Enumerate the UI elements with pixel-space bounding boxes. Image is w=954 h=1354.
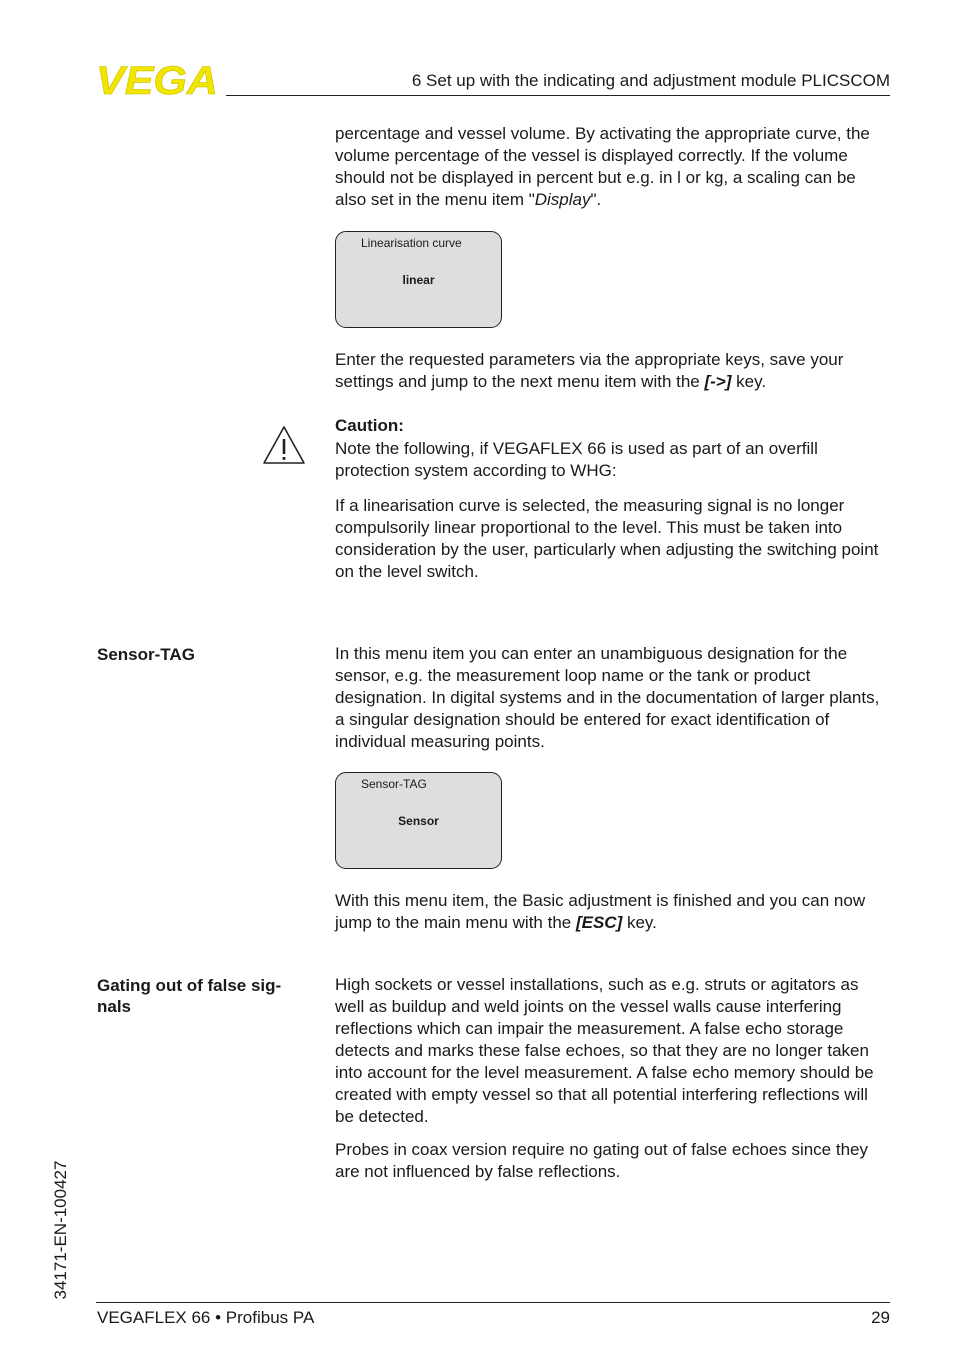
sensor-tag-paragraph: In this menu item you can enter an unambiguous designation for the sensor, e.g. the measurement loop name or the tank or product designation. In digital systems and in the documentation of larger plants, a singular designation should be entered for exact identification of individual measuring points. <box>335 644 880 751</box>
enter-parameters-paragraph: Enter the requested parameters via the appropriate keys, save your settings and jump to the next menu item with the [->] key. <box>335 350 844 391</box>
display-value: linear <box>402 273 435 287</box>
footer-divider <box>96 1302 890 1303</box>
gating-paragraph-2: Probes in coax version require no gating out of false echoes since they are not influenced by false reflections. <box>335 1140 868 1181</box>
basic-adjustment-finished-paragraph: With this menu item, the Basic adjustment is finished and you can now jump to the main menu with the [ESC] key. <box>335 891 866 932</box>
vega-logo <box>96 62 220 98</box>
display-title: Linearisation curve <box>361 236 462 250</box>
logo-text: VEGA <box>96 62 218 98</box>
display-title: Sensor-TAG <box>361 777 427 791</box>
document-number: 34171-EN-100427 <box>51 1160 70 1300</box>
display-menu-item: Display <box>534 190 591 209</box>
display-sensor-tag <box>335 772 502 869</box>
gating-heading: Gating out of false sig- nals <box>97 976 282 1016</box>
chapter-title: 6 Set up with the indicating and adjustment module PLICSCOM <box>411 71 890 90</box>
header-divider <box>226 95 890 96</box>
display-value: Sensor <box>398 814 439 828</box>
caution-text-1: Note the following, if VEGAFLEX 66 is used as part of an overfill protection system according to WHG: <box>335 439 818 480</box>
display-linearisation-curve <box>335 231 502 328</box>
caution-heading: Caution: <box>335 416 404 435</box>
arrow-key-label: [->] <box>704 372 732 391</box>
page-number: 29 <box>871 1308 890 1327</box>
footer-product: VEGAFLEX 66 • Profibus PA <box>97 1308 315 1327</box>
intro-paragraph: percentage and vessel volume. By activating the appropriate curve, the volume percentage of the vessel is displayed correctly. If the volume should not be displayed in percent but e.g. in l or kg, a scaling can be also set in the menu item "Display". <box>335 124 870 209</box>
warning-triangle-icon <box>262 425 306 465</box>
caution-text-2: If a linearisation curve is selected, the measuring signal is no longer compulsorily linear proportional to the level. This must be taken into consideration by the user, particularly when adjusting the switching point on the level switch. <box>335 496 879 581</box>
esc-key-label: [ESC] <box>575 913 623 932</box>
sensor-tag-heading: Sensor-TAG <box>97 645 195 664</box>
gating-paragraph-1: High sockets or vessel installations, such as e.g. struts or agitators as well as buildup and weld joints on the vessel walls cause interfering reflections which can impair the measurement. A false echo storage detects and marks these false echoes, so that they are no longer taken into account for the level measurement. A false echo memory should be created with empty vessel so that all potential interfering reflections will be detected. <box>335 975 874 1126</box>
